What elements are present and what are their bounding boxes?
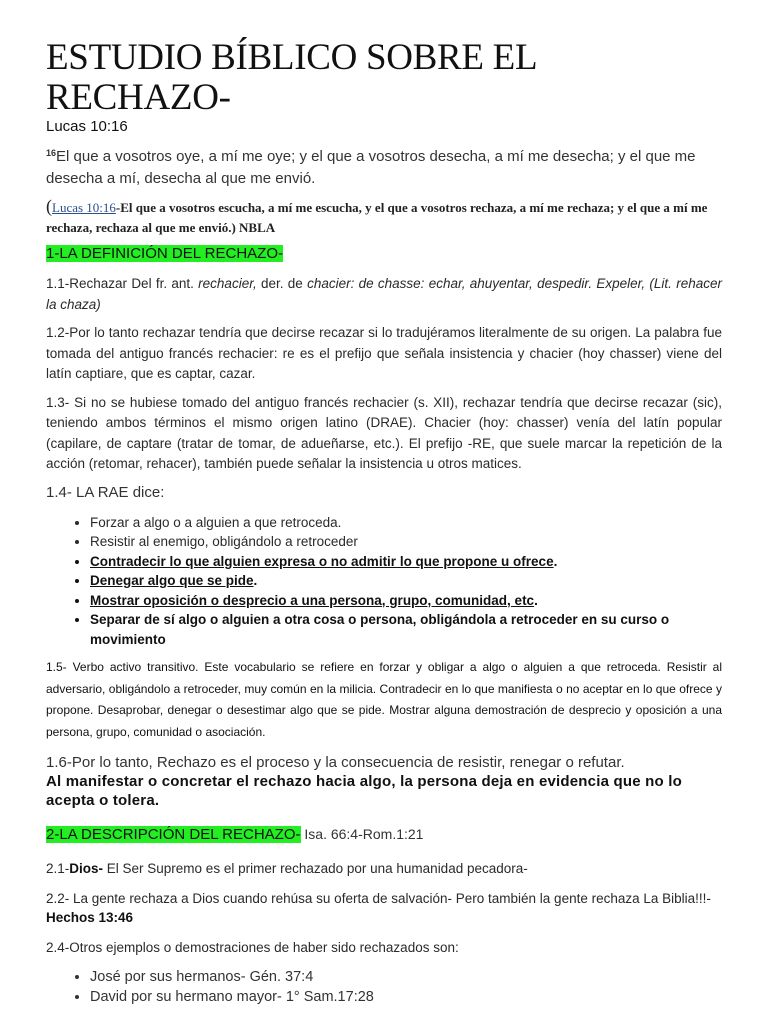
list-item-underline: Mostrar oposición o desprecio a una persona, grupo, comunidad, etc xyxy=(90,592,535,608)
nbla-text: -El que a vosotros escucha, a mí me escucha, y el que a vosotros rechaza, a mí me rechaza; y el que a mí me rechaza, rechaza al que me envió.) NBLA xyxy=(46,200,708,235)
list-item-underline: Contradecir lo que alguien expresa o no admitir lo que propone u ofrece xyxy=(90,553,554,569)
section2-heading xyxy=(46,824,722,845)
list-item-end: . xyxy=(553,553,558,569)
verse-body: El que a vosotros oye, a mí me oye; y el que a vosotros desecha, a mí me desecha; y el que me desecha a mí, desecha al que me envió. xyxy=(46,148,696,187)
rae-intro: 1.4- LA RAE dice: xyxy=(46,483,165,501)
list-item-end: . xyxy=(253,573,258,588)
nbla-verse xyxy=(46,196,722,238)
verse-marker: 16 xyxy=(46,148,57,158)
paragraph-2-1 xyxy=(46,859,722,879)
p11-mid: der. de xyxy=(256,276,308,291)
list-item xyxy=(90,571,722,591)
p21-pre: 2.1- xyxy=(46,861,70,876)
list-item: • Resistir al enemigo, obligándolo a retroceder xyxy=(90,532,722,552)
list-item: • José por sus hermanos- Gén. 37:4 xyxy=(90,967,722,987)
nbla-open-paren: ( xyxy=(46,196,52,216)
section1-heading xyxy=(46,244,722,264)
p22-pre: 2.2- La gente rechaza a Dios cuando rehúsa su oferta de salvación- Pero también la gente rechaza La Biblia!!!- xyxy=(46,890,711,906)
paragraph-2-4: 2.4-Otros ejemplos o demostraciones de haber sido rechazados son: xyxy=(46,939,459,955)
page-title: ESTUDIO BÍBLICO SOBRE EL RECHAZO- xyxy=(46,37,536,118)
list-item: • David por su hermano mayor- 1° Sam.17:28 xyxy=(90,987,722,1007)
section2-heading-text: 2-LA DESCRIPCIÓN DEL RECHAZO- xyxy=(46,826,301,843)
p11-italic-2: chacier: de chasse: echar, ahuyentar, despedir. Expeler, (Lit. rehacer la chaza) xyxy=(46,276,722,312)
list-item-end: . xyxy=(534,592,538,608)
paragraph-1-3: 1.3- Si no se hubiese tomado del antiguo francés rechacier (s. XII), rechazar tendría que decirse recazar (sic), teniendo ambos términos el mismo origen latino (DRAE). Chacier (hoy: chasser) venía del latín popular (capilare, de captare (tratar de tomar, de adueñarse, etc.). El prefijo -RE, que suele marcar la repetición de la acción (retomar, rehacer), también puede señalar la insistencia u otros matices. xyxy=(46,394,722,471)
paragraph-1-6: 1.6-Por lo tanto, Rechazo es el proceso y la consecuencia de resistir, renegar o refutar. xyxy=(46,754,625,771)
p21-post: El Ser Supremo es el primer rechazado por una humanidad pecadora- xyxy=(103,861,528,876)
p11-italic-1: rechacier, xyxy=(198,276,257,291)
nbla-link[interactable]: Lucas 10:16 xyxy=(52,200,116,215)
list-item-underline: Denegar algo que se pide xyxy=(90,573,254,588)
list-item: • Separar de sí algo o alguien a otra cosa o persona, obligándola a retroceder en su curso o movimiento xyxy=(90,610,722,649)
section1-heading-text: 1-LA DEFINICIÓN DEL RECHAZO- xyxy=(46,245,283,262)
rae-list xyxy=(46,513,722,650)
paragraph-1-2: 1.2-Por lo tanto rechazar tendría que decirse recazar si lo tradujéramos literalmente de su origen. La palabra fue tomada del antiguo francés rechacier: re es el prefijo que señala insistencia y chacier (hoy chasser) viene del latín captiare, que es captar, cazar. xyxy=(46,325,722,381)
section2-cite: Isa. 66:4-Rom.1:21 xyxy=(300,826,424,842)
list-item: • Forzar a algo o a alguien a que retroceda. xyxy=(90,513,722,533)
paragraph-1-6-bold: Al manifestar o concretar el rechazo hacia algo, la persona deja en evidencia que no lo acepta o tolera. xyxy=(46,773,682,809)
paragraph-2-2 xyxy=(46,889,722,928)
scripture-reference: Lucas 10:16 xyxy=(46,118,128,135)
paragraph-1-5: 1.5- Verbo activo transitivo. Este vocabulario se refiere en forzar y obligar a algo o alguien a que retroceda. Resistir al adversario, obligándolo a retroceder, muy común en la milicia. Contradecir en lo que manifiesta o no aceptar en lo que ofrece y propone. Desaprobar, denegar o desestimar algo que se pide. Mostrar alguna demostración de desprecio y oposición a una persona, grupo, comunidad o asociación. xyxy=(46,660,722,739)
paragraph-1-1 xyxy=(46,274,722,315)
verse-text xyxy=(46,142,722,190)
list-item xyxy=(90,552,722,572)
p11-plain: 1.1-Rechazar Del fr. ant. xyxy=(46,276,199,291)
list-item xyxy=(90,591,722,611)
p22-bold: Hechos 13:46 xyxy=(46,910,134,925)
p21-bold: Dios- xyxy=(69,861,104,876)
examples-list xyxy=(46,967,722,1007)
